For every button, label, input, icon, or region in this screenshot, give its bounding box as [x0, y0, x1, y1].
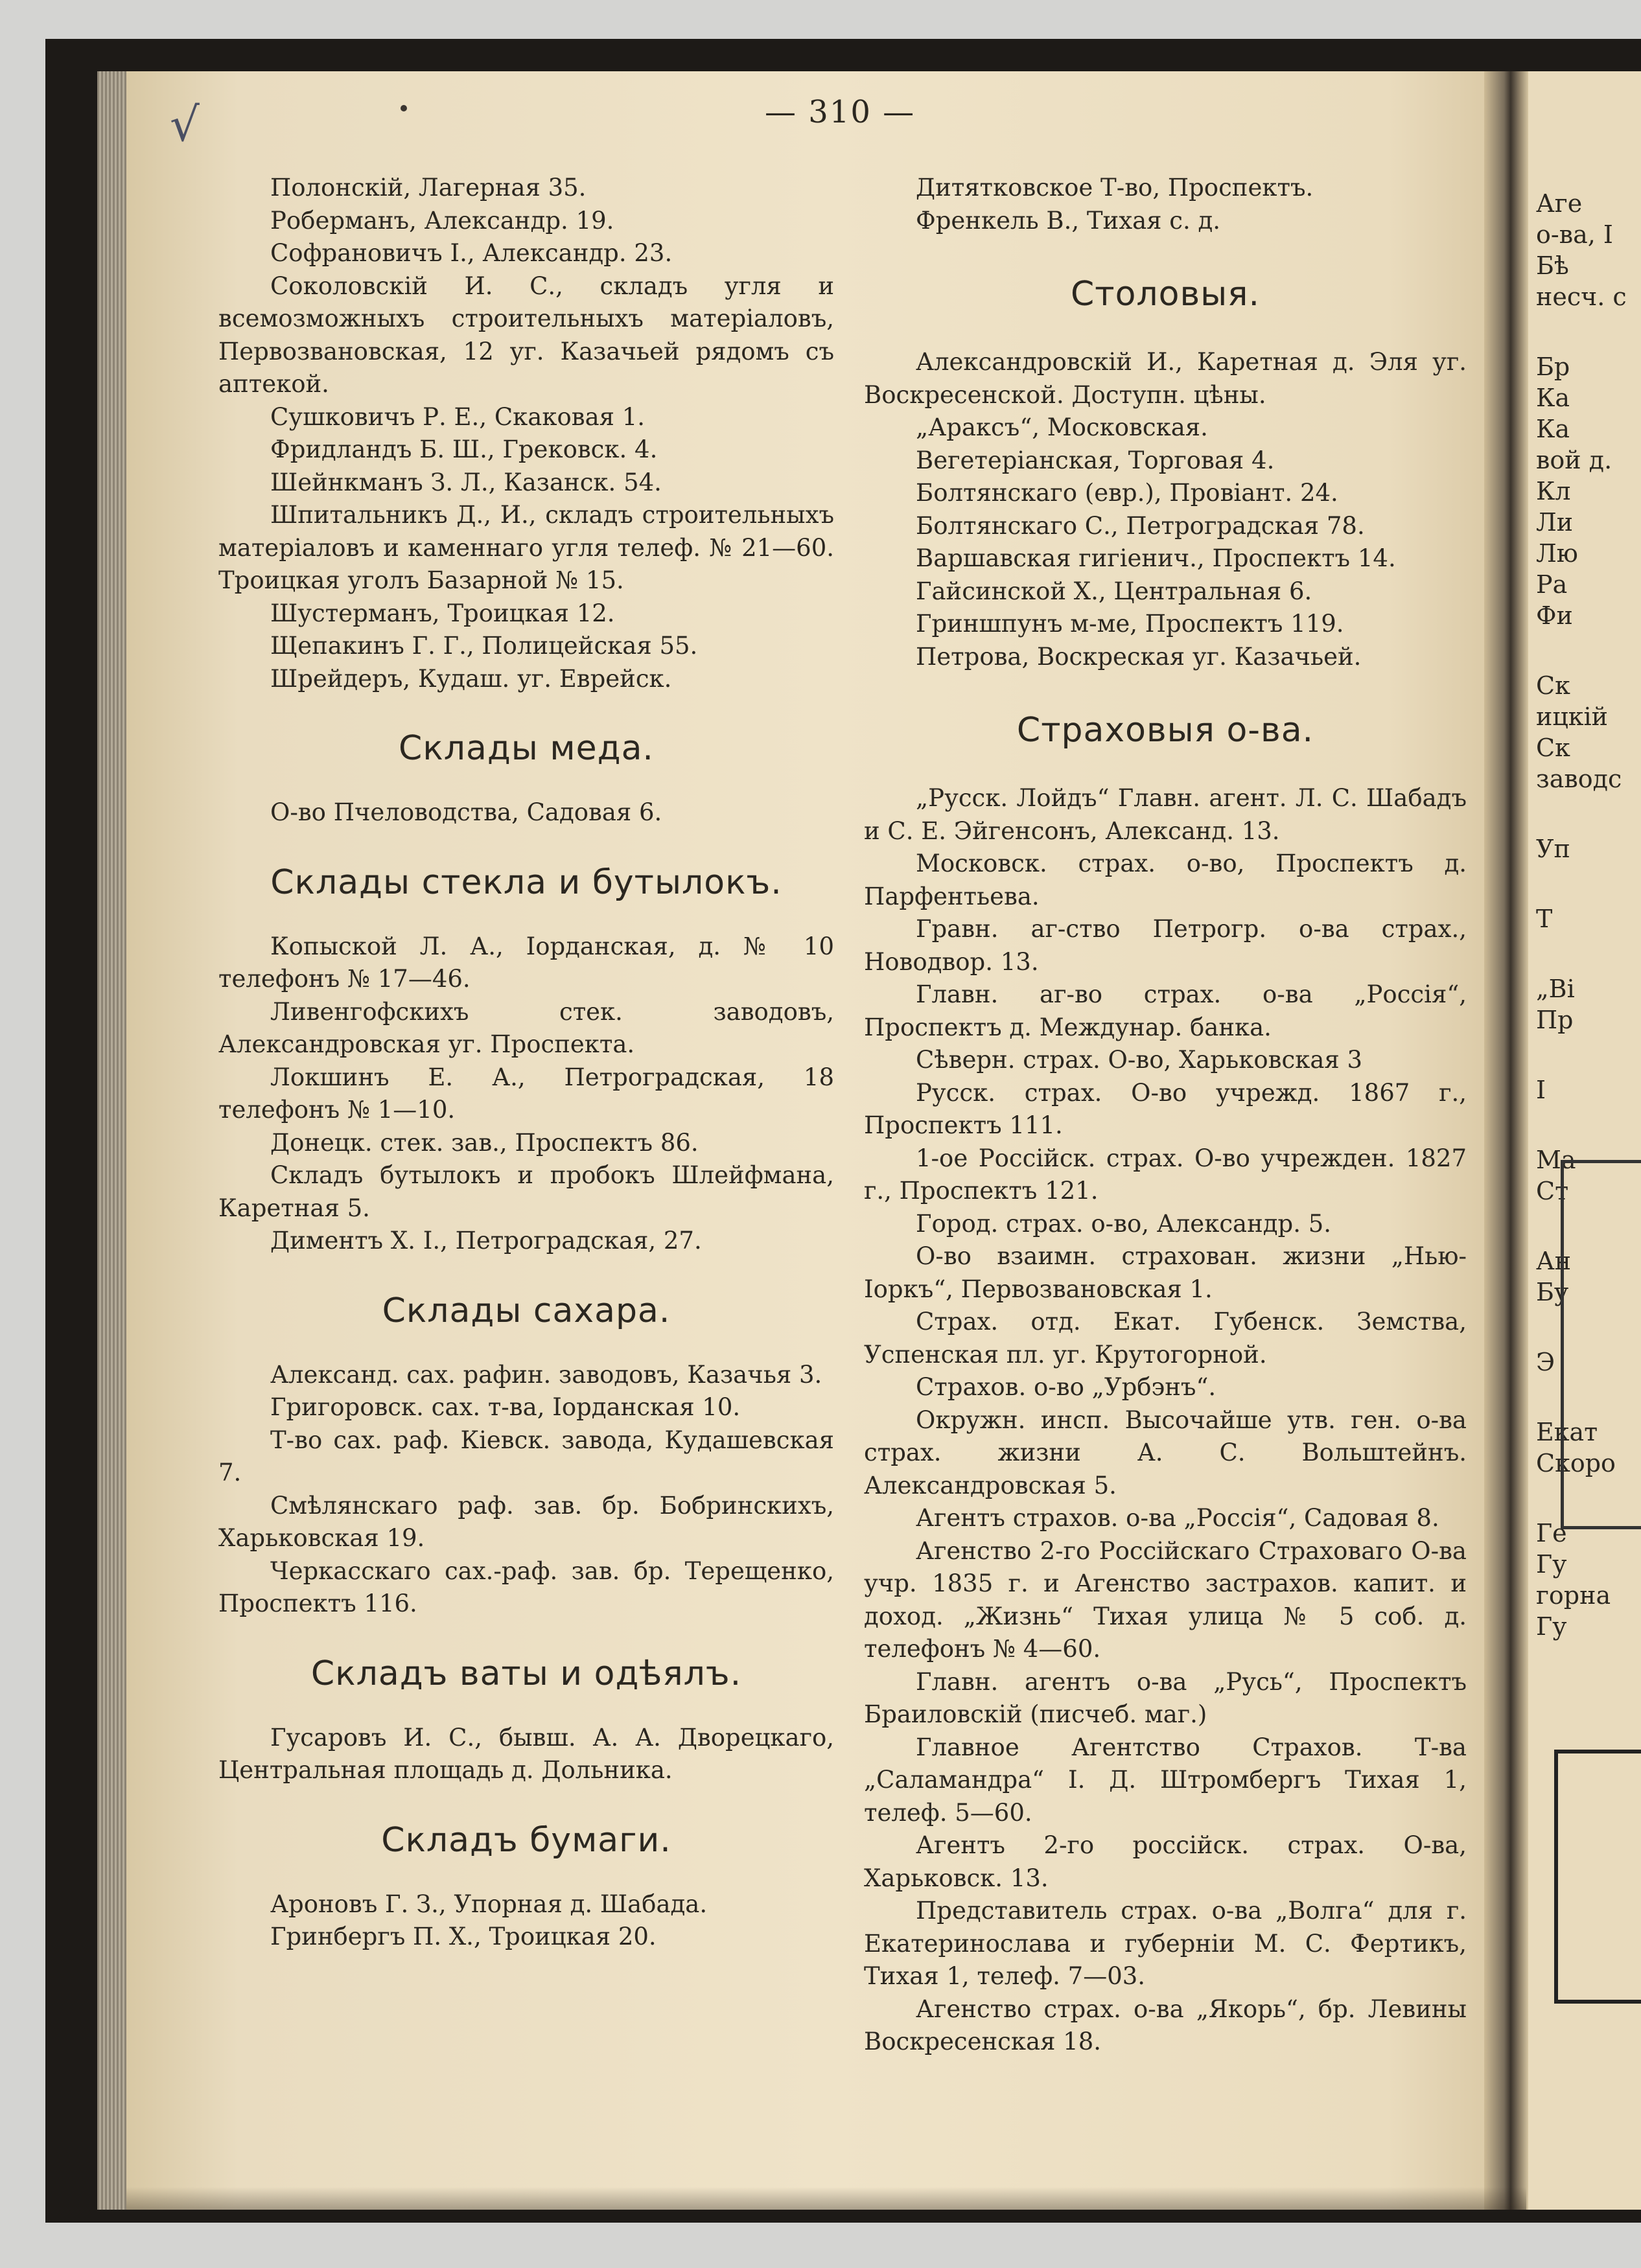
directory-entry: Т-во сах. раф. Кіевск. завода, Кудашевская 7.	[218, 1426, 834, 1487]
section-title: Складъ ваты и одѣялъ.	[310, 1654, 742, 1693]
next-page-text: Екат	[1536, 1418, 1598, 1446]
next-page-fragment	[1528, 71, 1641, 2210]
directory-entry: Сушковичъ Р. Е., Скаковая 1.	[270, 402, 646, 431]
spacer	[1536, 631, 1641, 670]
directory-entry: Агенство страх. о-ва „Якорь“, бр. Левины Воскресенская 18.	[864, 1995, 1467, 2055]
left-column	[218, 172, 834, 1954]
directory-entry: Полонскій, Лагерная 35.	[270, 174, 587, 202]
directory-entry: Щепакинъ Г. Г., Полицейская 55.	[270, 632, 698, 660]
directory-entry: Соколовскій И. С., складъ угля и всемозможныхъ строительныхъ матеріаловъ, Первозвановская, 12 уг. Казачьей рядомъ съ аптекой.	[218, 272, 834, 398]
entry-list	[864, 346, 1467, 673]
next-page-text: Ра	[1536, 570, 1568, 599]
directory-entry: Русск. страх. О-во учрежд. 1867 г., Проспектъ 111.	[864, 1078, 1467, 1139]
spacer	[1536, 312, 1641, 351]
next-page-text: Ма	[1536, 1146, 1576, 1174]
next-page-text: Кл	[1536, 477, 1571, 505]
section-title: Склады сахара.	[382, 1291, 671, 1330]
directory-entry: Шейнкманъ З. Л., Казанск. 54.	[270, 468, 662, 496]
next-page-ad-frame-2	[1554, 1750, 1641, 2004]
section-title: Склады стекла и бутылокъ.	[270, 862, 782, 902]
next-page-text: І	[1536, 1076, 1546, 1104]
next-page-text: ицкій	[1536, 702, 1608, 731]
entry-list	[864, 172, 1467, 237]
directory-entry: Френкель В., Тихая с. д.	[916, 206, 1221, 235]
directory-entry: Агентъ страхов. о-ва „Россія“, Садовая 8.	[916, 1504, 1439, 1532]
next-page-text: Ск	[1536, 734, 1570, 762]
directory-entry: 1-ое Россійск. страх. О-во учрежден. 1827 г., Проспектъ 121.	[864, 1144, 1467, 1205]
section-title: Склады меда.	[399, 729, 654, 768]
directory-entry: Вегетеріанская, Торговая 4.	[916, 446, 1275, 474]
next-page-text: Фи	[1536, 601, 1573, 630]
spacer	[1536, 1036, 1641, 1074]
next-page-text: заводс	[1536, 765, 1622, 793]
pencil-checkmark: √	[170, 97, 200, 152]
directory-entry: Болтянскаго С., Петроградская 78.	[916, 511, 1365, 540]
next-page-text: Бѣ	[1536, 251, 1569, 280]
next-page-text: Э	[1536, 1348, 1555, 1376]
directory-entry: Ливенгофскихъ стек. заводовъ, Александровская уг. Проспекта.	[218, 997, 834, 1058]
next-page-text: Ан	[1536, 1247, 1572, 1275]
next-page-text: Ли	[1536, 508, 1574, 537]
directory-entry: О-во взаимн. страхован. жизни „Нью-Іоркъ“, Первозвановская 1.	[864, 1242, 1467, 1303]
directory-entry: Гравн. аг-ство Петрогр. о-ва страх., Новодвор. 13.	[864, 915, 1467, 976]
directory-entry: Шпитальникъ Д., И., складъ строительныхъ матеріаловъ и каменнаго угля телеф. № 21—60. Троицкая уголъ Базарной № 15.	[218, 501, 834, 594]
entry-list	[218, 172, 834, 695]
next-page-text: Скоро	[1536, 1449, 1616, 1477]
directory-entry: „Русск. Лойдъ“ Главн. агент. Л. С. Шабадъ и С. Е. Эйгенсонъ, Александ. 13.	[864, 784, 1467, 845]
directory-entry: Варшавская гигіенич., Проспектъ 14.	[916, 544, 1396, 572]
next-page-text: Лю	[1536, 539, 1578, 568]
directory-entry: Ароновъ Г. З., Упорная д. Шабада.	[270, 1890, 708, 1918]
book-gutter	[1484, 71, 1528, 2210]
directory-entry: Главн. агентъ о-ва „Русь“, Проспектъ Браиловскій (писчеб. маг.)	[864, 1667, 1467, 1728]
next-page-text: Т	[1536, 905, 1553, 933]
directory-entry: Петрова, Воскреская уг. Казачьей.	[916, 642, 1362, 671]
directory-entry: Копыской Л. А., Іорданская, д. № 10 телефонъ № 17—46.	[218, 932, 834, 993]
right-column	[864, 172, 1467, 2059]
entry-list	[218, 796, 834, 829]
directory-entry: Шрейдеръ, Кудаш. уг. Еврейск.	[270, 664, 672, 693]
directory-entry: Гриншпунъ м-ме, Проспектъ 119.	[916, 610, 1344, 638]
spacer	[1536, 934, 1641, 973]
directory-entry: Сѣверн. страх. О-во, Харьковская 3	[916, 1046, 1363, 1074]
next-page-text: Ка	[1536, 415, 1570, 443]
next-page-text: Аге	[1536, 189, 1583, 218]
entry-list	[864, 782, 1467, 2059]
directory-entry: Григоровск. сах. т-ва, Іорданская 10.	[270, 1393, 741, 1421]
entry-list	[218, 1888, 834, 1954]
directory-entry: Роберманъ, Александр. 19.	[270, 206, 614, 235]
next-page-text: Гу	[1536, 1550, 1567, 1579]
directory-entry: О-во Пчеловодства, Садовая 6.	[270, 798, 662, 826]
next-page-text: Гу	[1536, 1612, 1567, 1641]
directory-entry: Смѣлянскаго раф. зав. бр. Бобринскихъ, Харьковская 19.	[218, 1491, 834, 1552]
next-page-text: Бр	[1536, 353, 1570, 381]
directory-entry: Страх. отд. Екат. Губенск. Земства, Успенская пл. уг. Крутогорной.	[864, 1308, 1467, 1369]
directory-entry: Агенство 2-го Россійскаго Страховаго О-ва учр. 1835 г. и Агенство застрахов. капит. и доход. „Жизнь“ Тихая улица № 5 соб. д. телефонъ № 4—60.	[864, 1536, 1467, 1663]
directory-entry: Болтянскаго (евр.), Провіант. 24.	[916, 479, 1338, 507]
directory-entry: Шустерманъ, Троицкая 12.	[270, 599, 615, 627]
next-page-text: Ка	[1536, 384, 1570, 412]
next-page-text: горна	[1536, 1581, 1611, 1610]
next-page-text: Пр	[1536, 1006, 1574, 1034]
section-title: Страховыя о-ва.	[1016, 711, 1314, 750]
directory-entry: Гайсинской Х., Центральная 6.	[916, 577, 1312, 605]
directory-entry: „Араксъ“, Московская.	[916, 413, 1208, 441]
directory-entry: Фридландъ Б. Ш., Грековск. 4.	[270, 435, 658, 463]
directory-entry: Гринбергъ П. Х., Троицкая 20.	[270, 1923, 657, 1950]
directory-entry: Софрановичъ І., Александр. 23.	[270, 239, 673, 267]
next-page-text: несч. с	[1536, 283, 1627, 311]
directory-entry: Агентъ 2-го россійск. страх. О-ва, Харьковск. 13.	[864, 1831, 1467, 1892]
next-page-ad-frame	[1561, 1160, 1641, 1529]
page-number: — 310 —	[765, 94, 916, 130]
directory-entry: Гусаровъ И. С., бывш. А. А. Дворецкаго, Центральная площадь д. Дольника.	[218, 1723, 834, 1784]
next-page-text: о-ва, І	[1536, 220, 1613, 249]
spacer	[1536, 1105, 1641, 1144]
spacer	[1536, 864, 1641, 903]
next-page-text: Ге	[1536, 1519, 1567, 1547]
next-page-text: вой д.	[1536, 446, 1612, 474]
entry-list	[218, 931, 834, 1258]
directory-entry: Складъ бутылокъ и пробокъ Шлейфмана, Каретная 5.	[218, 1161, 834, 1222]
directory-entry: Страхов. о-во „Урбэнъ“.	[916, 1373, 1216, 1401]
next-page-text: Уп	[1536, 835, 1570, 863]
directory-entry: Главн. аг-во страх. о-ва „Россія“, Проспектъ д. Междунар. банка.	[864, 980, 1467, 1041]
next-page-text: Бу	[1536, 1278, 1569, 1306]
directory-entry: Представитель страх. о-ва „Волга“ для г. Екатеринослава и губерніи М. С. Фертикъ, Тихая 1, телеф. 7—03.	[864, 1897, 1467, 1990]
section-title: Столовыя.	[1071, 275, 1260, 314]
directory-entry: Александ. сах. рафин. заводовъ, Казачья 3.	[270, 1360, 822, 1389]
spacer	[1536, 794, 1641, 833]
entry-list	[218, 1722, 834, 1787]
directory-entry: Город. страх. о-во, Александр. 5.	[916, 1209, 1332, 1238]
directory-entry: Московск. страх. о-во, Проспектъ д. Парфентьева.	[864, 850, 1467, 910]
directory-entry: Главное Агентство Страхов. Т-ва „Саламандра“ І. Д. Штромбергъ Тихая 1, телеф. 5—60.	[864, 1733, 1467, 1827]
directory-entry: Черкасскаго сах.-раф. зав. бр. Терещенко, Проспектъ 116.	[218, 1556, 834, 1617]
directory-entry: Александровскій И., Каретная д. Эля уг. Воскресенской. Доступн. цѣны.	[864, 348, 1467, 409]
ink-dot	[401, 105, 407, 111]
directory-entry: Дитятковское Т-во, Проспектъ.	[916, 174, 1314, 202]
page-shadow	[126, 2187, 1526, 2210]
directory-entry: Диментъ Х. І., Петроградская, 27.	[270, 1227, 702, 1255]
directory-entry: Окружн. инсп. Высочайше утв. ген. о-ва страх. жизни А. С. Вольштейнъ. Александровская 5.	[864, 1406, 1467, 1499]
directory-entry: Донецк. стек. зав., Проспектъ 86.	[270, 1128, 699, 1157]
next-page-text: Ст	[1536, 1177, 1569, 1205]
next-page-text: Ск	[1536, 671, 1570, 700]
page-edges	[97, 71, 126, 2210]
section-title: Складъ бумаги.	[381, 1820, 671, 1860]
next-page-text: „Ві	[1536, 975, 1575, 1003]
directory-entry: Локшинъ Е. А., Петроградская, 18 телефонъ № 1—10.	[218, 1063, 834, 1124]
entry-list	[218, 1359, 834, 1621]
